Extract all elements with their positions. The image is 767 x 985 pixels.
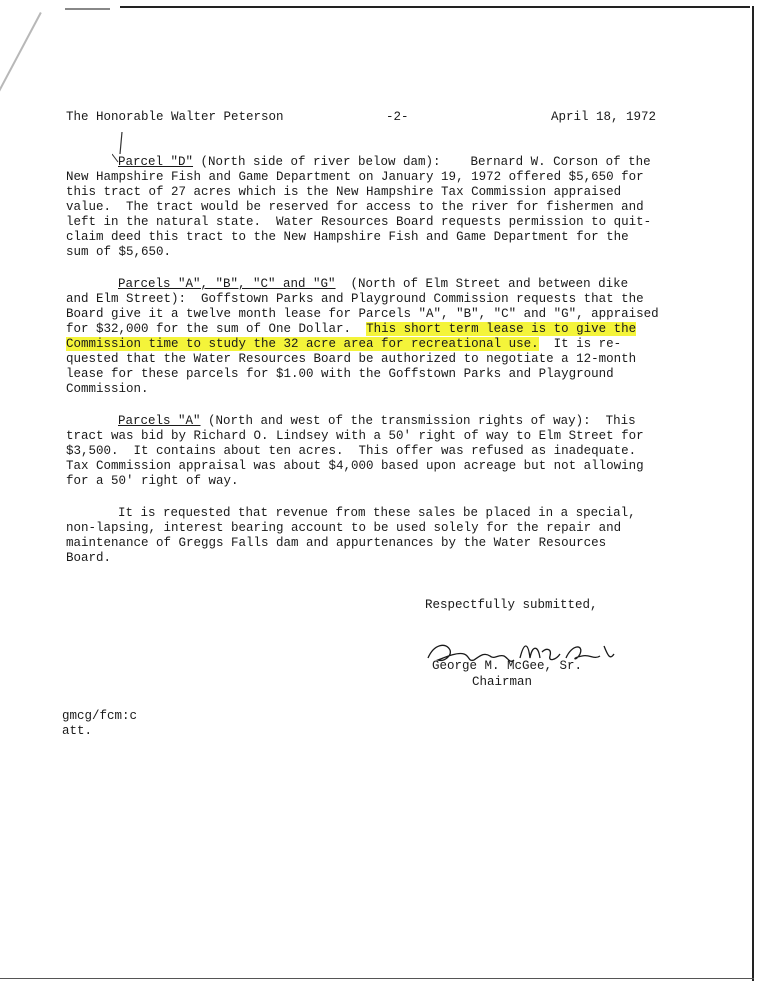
para3-line-1: Parcels "A" (North and west of the transmission rights of way): This [118, 414, 636, 428]
page-border-top [120, 6, 750, 8]
para4-line-2: non-lapsing, interest bearing account to be used solely for the repair and [66, 521, 622, 535]
para2-line-8: Commission. [66, 382, 149, 396]
para1-line-3: this tract of 27 acres which is the New Hampshire Tax Commission appraised [66, 185, 622, 199]
para2-line-2: and Elm Street): Goffstown Parks and Playground Commission requests that the [66, 292, 644, 306]
para3-line-5: for a 50' right of way. [66, 474, 239, 488]
para4-line-4: Board. [66, 551, 112, 565]
page-number: -2- [386, 110, 409, 124]
para1-line-1: Parcel "D" (North side of river below dam): Bernard W. Corson of the [118, 155, 651, 169]
para4-line-1: It is requested that revenue from these sales be placed in a special, [118, 506, 636, 520]
para1-line-4: value. The tract would be reserved for access to the river for fishermen and [66, 200, 644, 214]
signatory-title: Chairman [472, 675, 533, 689]
para3-line-3: $3,500. It contains about ten acres. This offer was refused as inadequate. [66, 444, 637, 458]
para1-line-6: claim deed this tract to the New Hampshire Fish and Game Department for the [66, 230, 629, 244]
scan-mark [65, 8, 110, 10]
para2-line-6: quested that the Water Resources Board be authorized to negotiate a 12-month [66, 352, 637, 366]
para3-line-2: tract was bid by Richard O. Lindsey with a 50' right of way to Elm Street for [66, 429, 644, 443]
para2-line-5: Commission time to study the 32 acre area for recreational use. It is re- [66, 337, 622, 351]
para1-line-7: sum of $5,650. [66, 245, 172, 259]
closing-salutation: Respectfully submitted, [425, 598, 598, 612]
recipient-line: The Honorable Walter Peterson [66, 110, 284, 124]
para3-line-4: Tax Commission appraisal was about $4,000 based upon acreage but not allowing [66, 459, 644, 473]
para1-line-2: New Hampshire Fish and Game Department on January 19, 1972 offered $5,650 for [66, 170, 644, 184]
para1-line-5: left in the natural state. Water Resources Board requests permission to quit- [66, 215, 652, 229]
parcels-a-heading: Parcels "A" [118, 414, 201, 428]
highlighted-text: This short term lease is to give the [366, 322, 637, 336]
page-border-bottom [0, 978, 754, 979]
para2-line-7: lease for these parcels for $1.00 with the Goffstown Parks and Playground [66, 367, 614, 381]
para2-line-4: for $32,000 for the sum of One Dollar. This short term lease is to give the [66, 322, 637, 336]
para2-line-1: Parcels "A", "B", "C" and "G" (North of Elm Street and between dike [118, 277, 629, 291]
letter-date: April 18, 1972 [551, 110, 657, 124]
para4-line-3: maintenance of Greggs Falls dam and appurtenances by the Water Resources [66, 536, 607, 550]
scan-mark-diagonal [0, 12, 42, 101]
highlighted-text: Commission time to study the 32 acre area for recreational use. [66, 337, 539, 351]
page-border-right [752, 6, 754, 981]
parcel-d-heading: Parcel "D" [118, 155, 194, 169]
typist-initials: gmcg/fcm:c [62, 709, 138, 723]
signatory-name: George M. McGee, Sr. [432, 659, 583, 673]
attachment-note: att. [62, 724, 93, 738]
parcels-abcg-heading: Parcels "A", "B", "C" and "G" [118, 277, 336, 291]
para2-line-3: Board give it a twelve month lease for Parcels "A", "B", "C" and "G", appraised [66, 307, 659, 321]
